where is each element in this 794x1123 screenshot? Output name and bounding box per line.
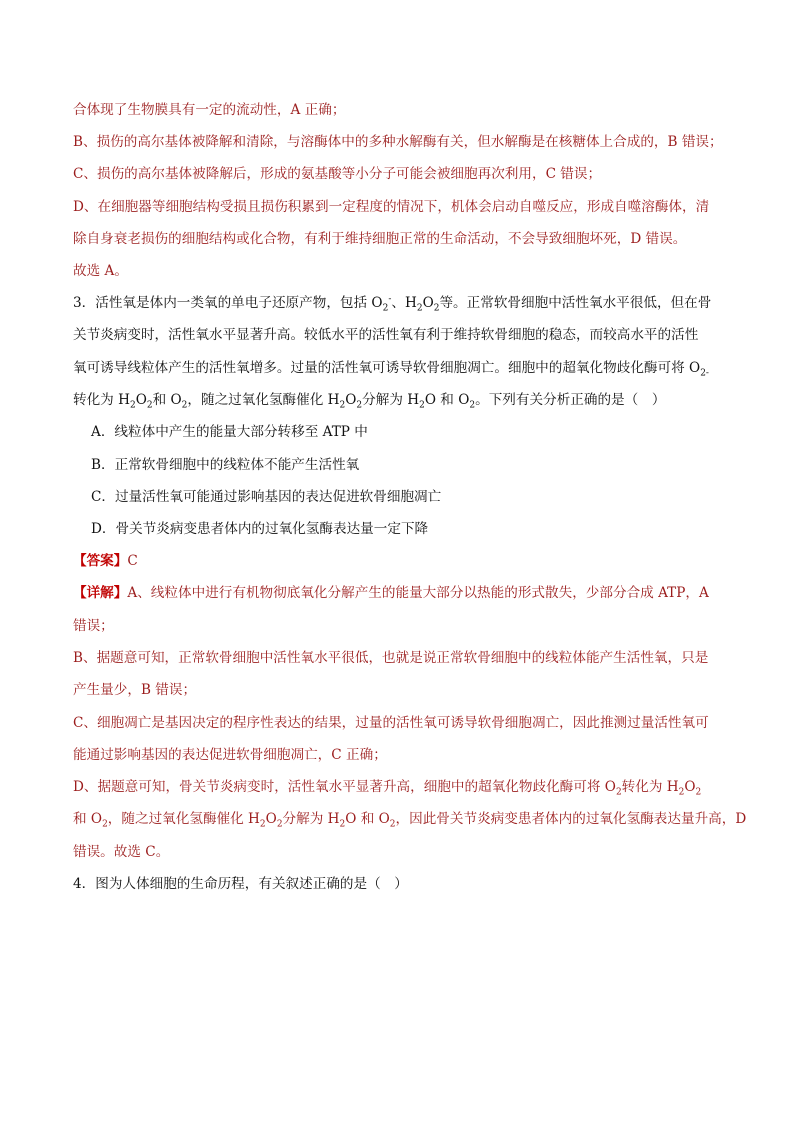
q3-stem-line-4: 转化为 $H_2O_2$和 $O_2$，随之过氧化氢酶催化 $H_2O_2$分解为 $H_2O$ 和 $O_2$。下列有关分析正确的是（ ）: [73, 392, 666, 411]
option-d: D．骨关节炎病变患者体内的过氧化氢酶表达量一定下降: [91, 521, 429, 537]
option-c: C．过量活性氧可能通过影响基因的表达促进软骨细胞凋亡: [91, 489, 442, 505]
analysis-conclusion: 故选 A。: [73, 263, 128, 279]
answer-tag: 【答案】: [73, 553, 128, 569]
option-a: A．线粒体中产生的能量大部分转移至 ATP 中: [91, 424, 368, 440]
detail-line: 【详解】A、线粒体中进行有机物彻底氧化分解产生的能量大部分以热能的形式散失，少部分合成 ATP，A: [73, 585, 709, 601]
detail-line: 产生量少，B 错误；: [73, 682, 197, 698]
analysis-line: 除自身衰老损伤的细胞结构或化合物，有利于维持细胞正常的生命活动，不会导致细胞坏死，D 错误。: [73, 231, 687, 247]
detail-line: C、细胞凋亡是基因决定的程序性表达的结果，过量的活性氧可诱导软骨细胞凋亡，因此推测过量活性氧可: [73, 715, 709, 731]
detail-line: B、据题意可知，正常软骨细胞中活性氧水平很低，也就是说正常软骨细胞中的线粒体能产生活性氧，只是: [73, 650, 709, 666]
detail-line: 和 $O_2$，随之过氧化氢酶催化 $H_2O_2$分解为 $H_2O$ 和 $O_2$，因此骨关节炎病变患者体内的过氧化氢酶表达量升高，D: [73, 811, 747, 830]
option-b: B．正常软骨细胞中的线粒体不能产生活性氧: [91, 457, 360, 473]
q3-stem-line-2: 关节炎病变时，活性氧水平显著升高。较低水平的活性氧有利于维持软骨细胞的稳态，而较高水平的活性: [73, 327, 699, 343]
analysis-line: 合体现了生物膜具有一定的流动性，A 正确；: [73, 102, 346, 118]
analysis-line: B、损伤的高尔基体被降解和清除，与溶酶体中的多种水解酶有关，但水解酶是在核糖体上合成的，B 错误；: [73, 134, 723, 150]
q3-stem-line-1: 3．活性氧是体内一类氧的单电子还原产物，包括 $O_2^-$、$H_2O_2$等。正常软骨细胞中活性氧水平很低，但在骨: [73, 294, 712, 314]
detail-line: 错误。故选 C。: [73, 844, 170, 860]
answer-value: C: [127, 553, 138, 569]
q4-stem: 4．图为人体细胞的生命历程，有关叙述正确的是（ ）: [73, 876, 408, 892]
detail-tag: 【详解】: [73, 585, 128, 601]
analysis-line: C、损伤的高尔基体被降解后，形成的氨基酸等小分子可能会被细胞再次利用，C 错误；: [73, 166, 602, 182]
detail-line: 错误；: [73, 618, 114, 634]
q3-stem-line-3: 氧可诱导线粒体产生的活性氧增多。过量的活性氧可诱导软骨细胞凋亡。细胞中的超氧化物歧化酶可将 $O_{2-}$: [73, 360, 709, 379]
answer-line: [73, 551, 138, 571]
detail-line: 能通过影响基因的表达促进软骨细胞凋亡，C 正确；: [73, 747, 387, 763]
analysis-line: D、在细胞器等细胞结构受损且损伤积累到一定程度的情况下，机体会启动自噬反应，形成自噬溶酶体，清: [73, 199, 710, 215]
detail-line: D、据题意可知，骨关节炎病变时，活性氧水平显著升高，细胞中的超氧化物歧化酶可将 $O_2$转化为 $H_2O_2$: [73, 779, 702, 798]
